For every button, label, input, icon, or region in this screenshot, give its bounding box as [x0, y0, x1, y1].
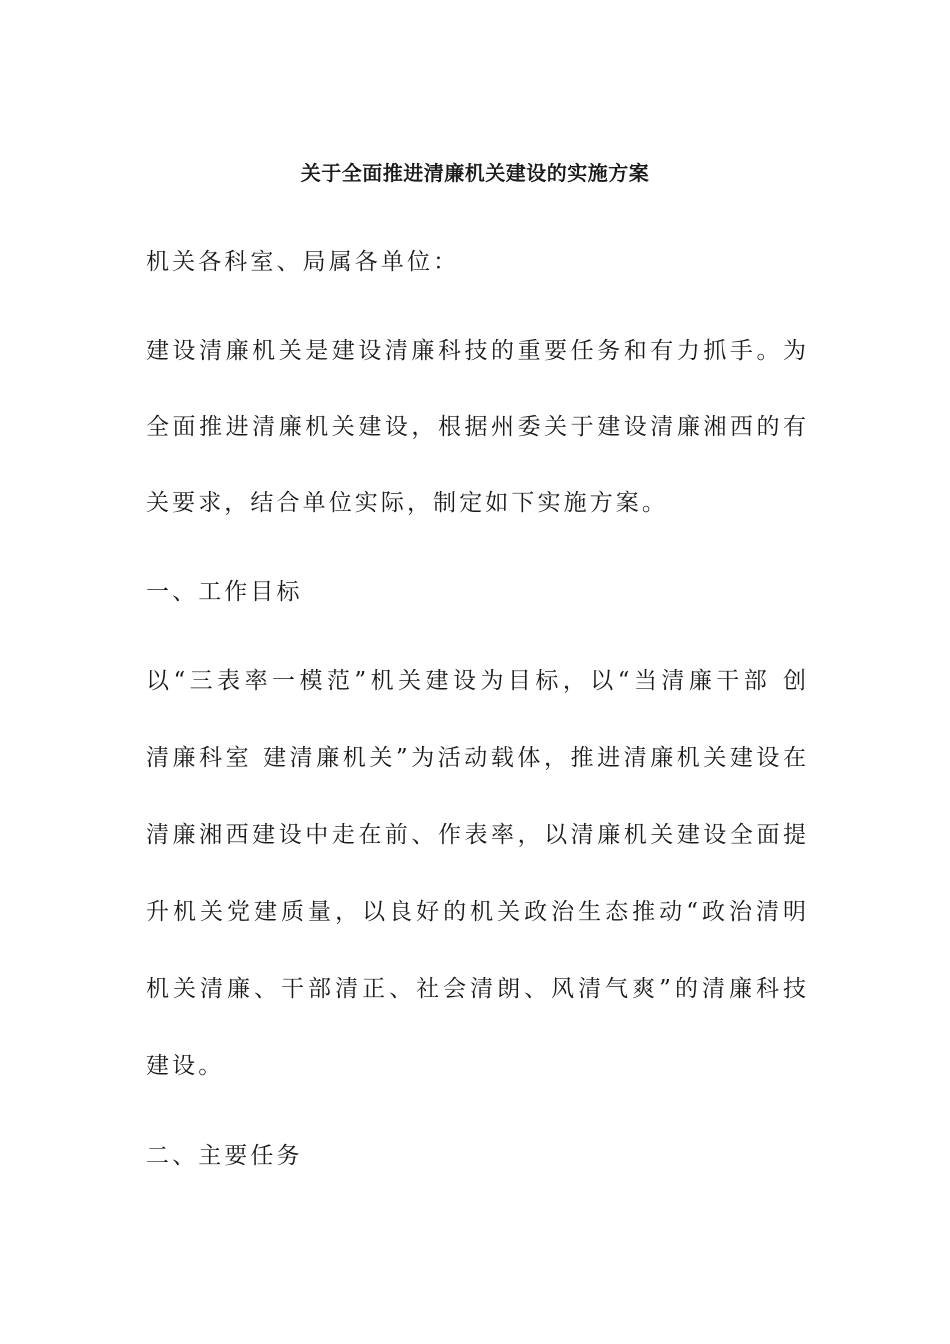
intro-line-3: 关要求，结合单位实际，制定如下实施方案。	[146, 490, 668, 516]
intro-line-2: 全面推进清廉机关建设，根据州委关于建设清廉湘西的有	[146, 414, 806, 440]
section-heading-goals: 一、工作目标	[146, 579, 303, 605]
intro-line-1: 建设清廉机关是建设清廉科技的重要任务和有力抓手。为	[146, 338, 806, 364]
goals-line-3: 清廉湘西建设中走在前、作表率，以清廉机关建设全面提	[146, 822, 806, 848]
section-heading-tasks: 二、主要任务	[146, 1143, 303, 1169]
goals-line-4: 升机关党建质量，以良好的机关政治生态推动“政治清明	[146, 899, 806, 925]
goals-line-1: 以“三表率一模范”机关建设为目标，以“当清廉干部 创	[146, 668, 806, 694]
salutation: 机关各科室、局属各单位：	[146, 249, 460, 275]
goals-line-5: 机关清廉、干部清正、社会清朗、风清气爽”的清廉科技	[146, 976, 806, 1002]
document-title: 关于全面推进清廉机关建设的实施方案	[300, 161, 650, 185]
goals-line-6: 建设。	[146, 1053, 225, 1079]
goals-line-2: 清廉科室 建清廉机关”为活动载体，推进清廉机关建设在	[146, 745, 806, 771]
